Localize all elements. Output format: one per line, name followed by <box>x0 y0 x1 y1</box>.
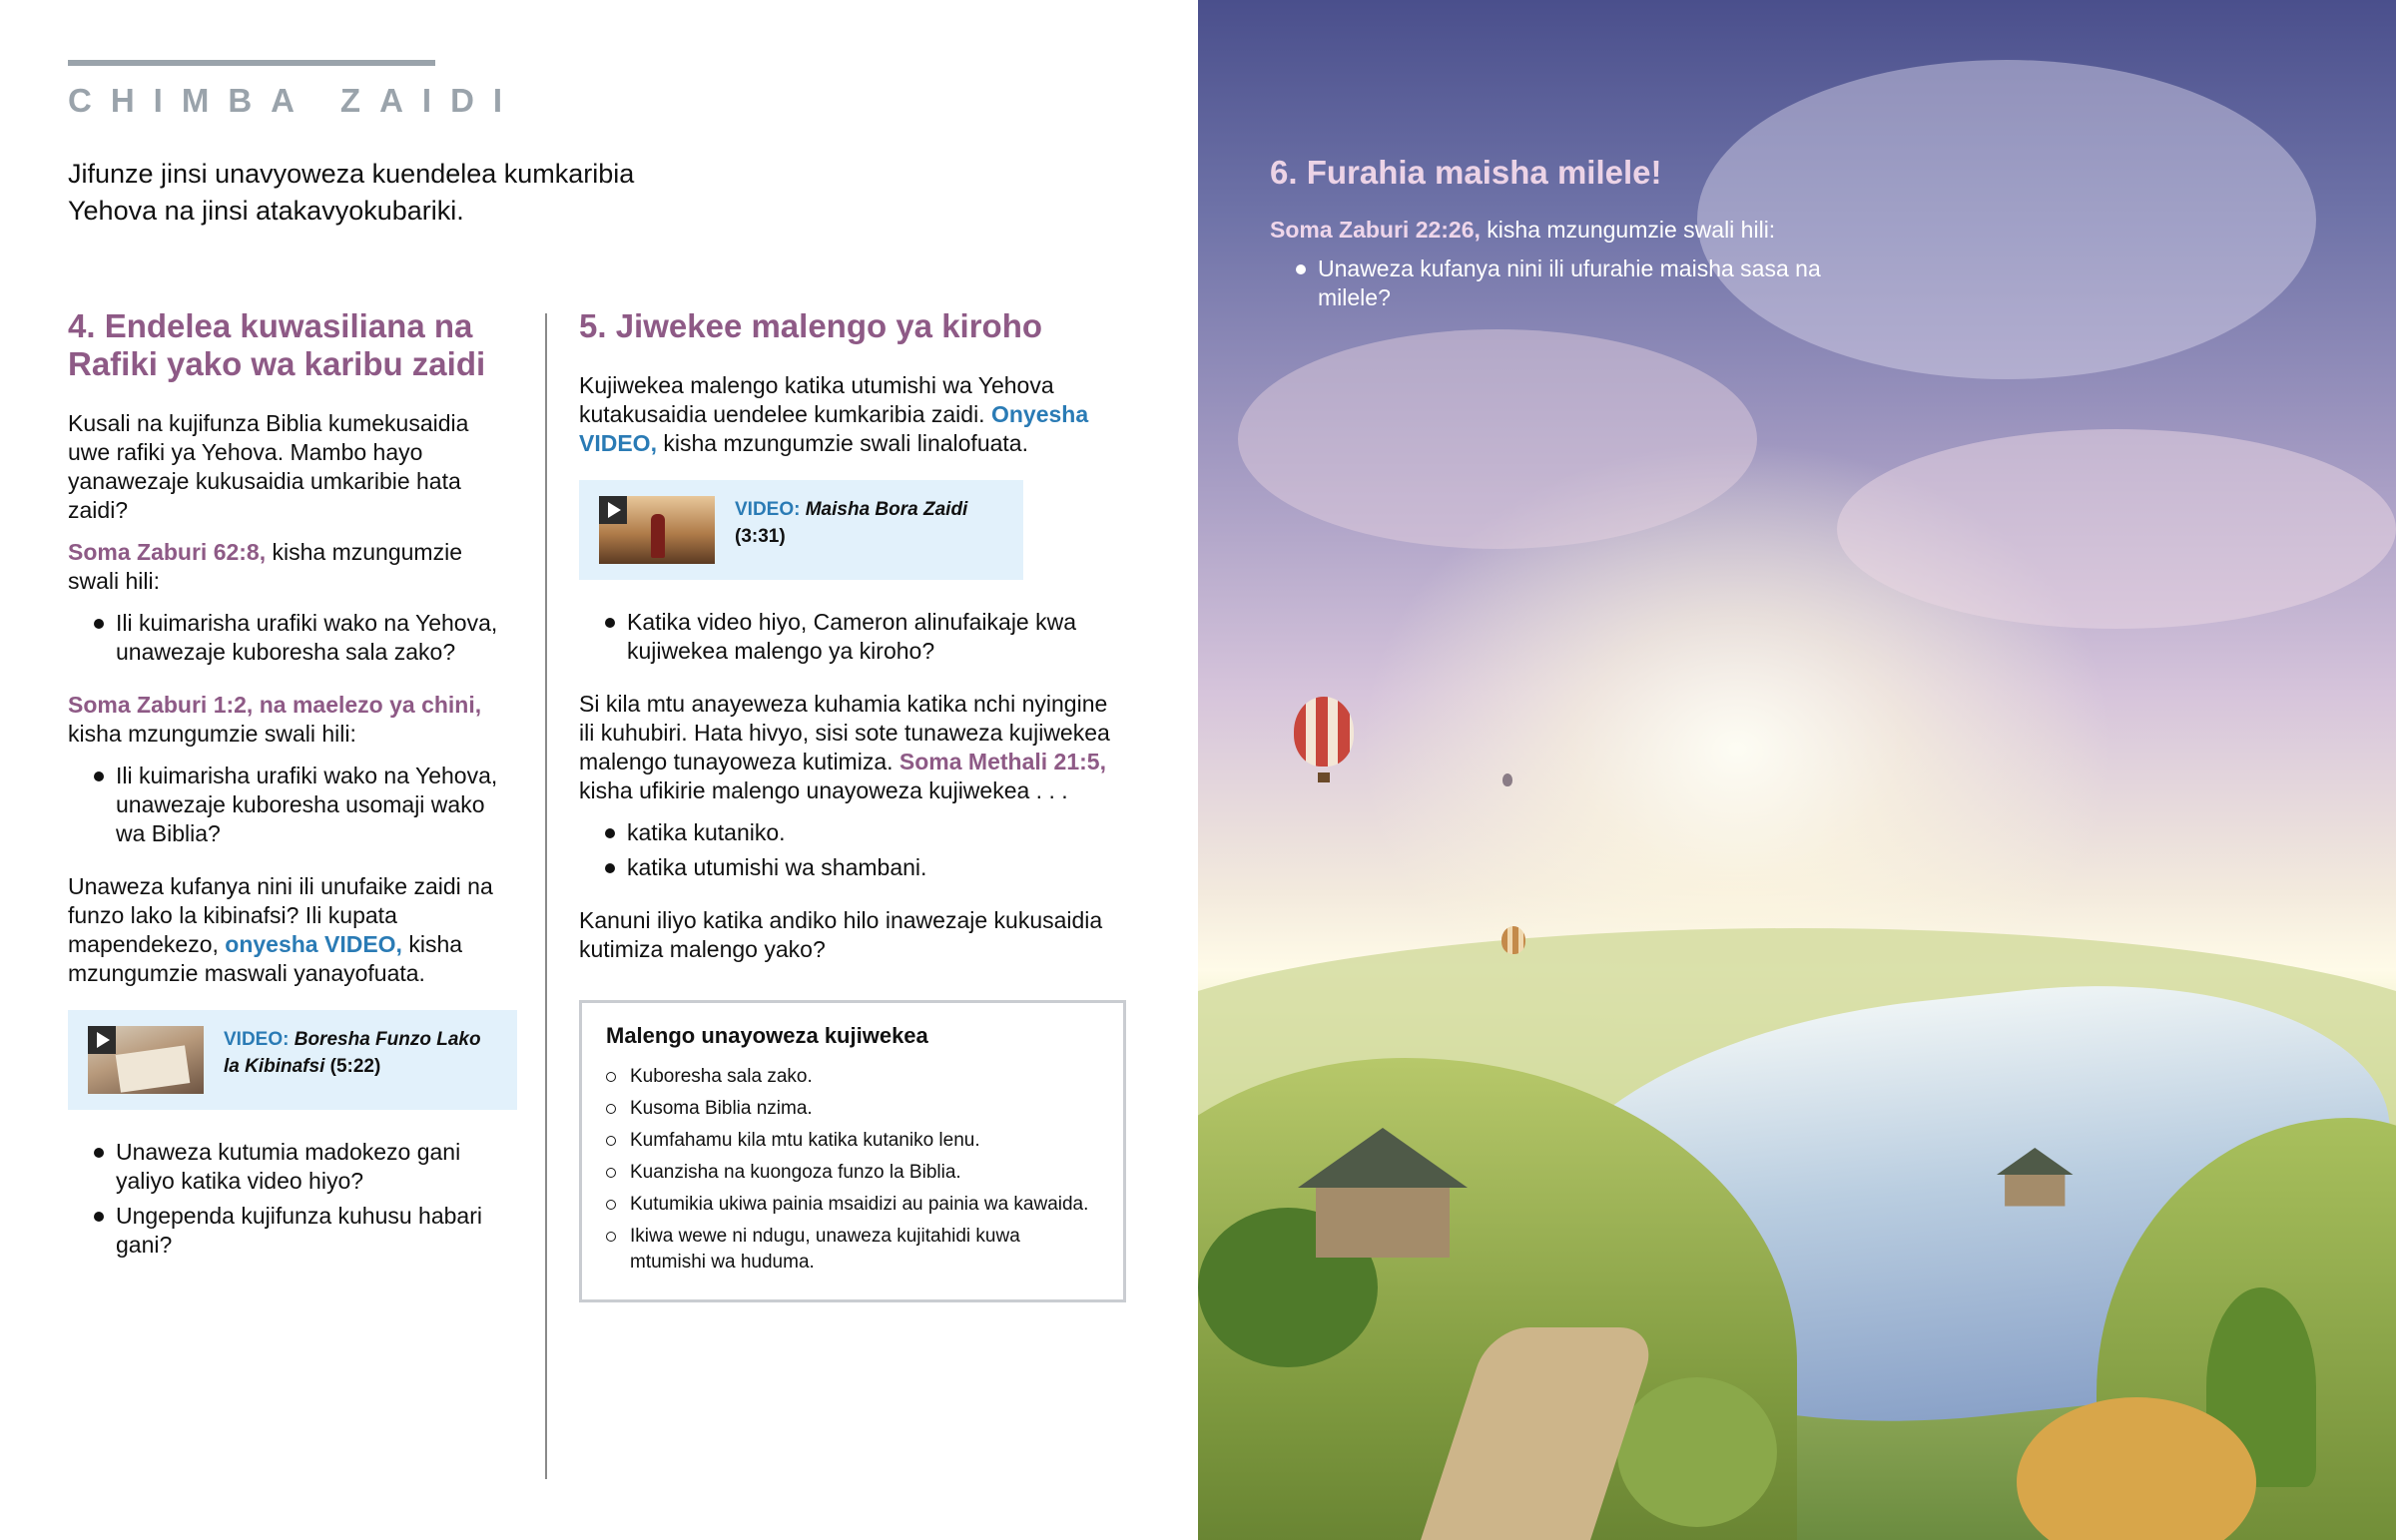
intro-line-2: Yehova na jinsi atakavyokubariki. <box>68 196 464 226</box>
video-caption <box>224 1026 497 1080</box>
video-label: VIDEO: <box>224 1029 290 1050</box>
lesson-5-column <box>579 307 1123 1302</box>
lesson-6-questions <box>1270 255 1829 312</box>
lesson-5-paragraph-1 <box>579 371 1123 458</box>
question-item: Ungependa kujifunza kuhusu habari gani? <box>68 1202 517 1260</box>
cloud <box>1238 329 1757 549</box>
video-label: VIDEO: <box>735 499 801 520</box>
top-rule <box>68 60 435 66</box>
lesson-4-reading-2 <box>68 691 517 749</box>
show-video-link[interactable]: onyesha VIDEO, <box>225 931 402 957</box>
scripture-ref-methali-21-5[interactable]: Soma Methali 21:5, <box>898 749 1106 774</box>
paragraph-2-end: kisha ufikirie malengo unayoweza kujiwekea . . . <box>579 777 1068 803</box>
video-duration: (3:31) <box>735 526 786 547</box>
bullet-item: katika kutaniko. <box>579 818 1123 847</box>
lesson-4-questions-1 <box>68 609 517 667</box>
video-thumbnail[interactable] <box>599 496 715 564</box>
video-duration: (5:22) <box>329 1056 381 1077</box>
lesson-5-bullets <box>579 818 1123 882</box>
video-card-maisha-bora[interactable] <box>579 480 1023 580</box>
goal-item: Kuboresha sala zako. <box>606 1064 1099 1090</box>
person-figure-image <box>651 514 665 558</box>
goal-item: Kutumikia ukiwa painia msaidizi au painia wa kawaida. <box>606 1192 1099 1218</box>
question-item: Ili kuimarisha urafiki wako na Yehova, unawezaje kuboresha usomaji wako wa Biblia? <box>68 762 517 848</box>
house-roof <box>1997 1148 2074 1175</box>
video-thumbnail[interactable] <box>88 1026 204 1094</box>
lesson-4-reading-1 <box>68 538 517 596</box>
paragraph-1-end: kisha mzungumzie swali linalofuata. <box>656 430 1028 456</box>
house-roof <box>1298 1128 1468 1188</box>
hot-air-balloon <box>1294 697 1354 767</box>
tree <box>1617 1377 1777 1527</box>
intro-text <box>68 156 767 230</box>
paragraph-2-end: kisha mzungumzie maswali yanayofuata. <box>68 931 463 986</box>
cloud <box>1837 429 2396 629</box>
reading-1-tail: kisha mzungumzie swali hili: <box>68 539 462 594</box>
lesson-4-questions-3 <box>68 1138 517 1260</box>
lesson-6-heading: 6. Furahia maisha milele! <box>1270 154 1662 191</box>
lesson-6-block <box>1270 154 1829 312</box>
lesson-6-reading <box>1270 216 1829 245</box>
lesson-5-paragraph-3: Kanuni iliyo katika andiko hilo inawezaje kukusaidia kutimiza malengo yako? <box>579 907 1103 962</box>
house-body <box>1316 1188 1450 1258</box>
house <box>1298 1128 1468 1258</box>
paragraph-1-start: Kujiwekea malengo katika utumishi wa Yehova kutakusaidia uendelee kumkaribia zaidi. <box>579 372 1054 427</box>
scripture-ref-zaburi-1-2[interactable]: Soma Zaburi 1:2, na maelezo ya chini, <box>68 692 482 718</box>
goals-list <box>606 1064 1099 1276</box>
lesson-5-questions-1 <box>579 608 1123 666</box>
lesson-4-heading: 4. Endelea kuwasiliana na Rafiki yako wa karibu zaidi <box>68 307 486 382</box>
goal-item: Kumfahamu kila mtu katika kutaniko lenu. <box>606 1128 1099 1154</box>
lesson-5-heading: 5. Jiwekee malengo ya kiroho <box>579 307 1043 344</box>
bible-page-image <box>116 1045 191 1092</box>
question-item: Ili kuimarisha urafiki wako na Yehova, unawezaje kuboresha sala zako? <box>68 609 517 667</box>
show-video-link[interactable]: Onyesha VIDEO, <box>579 401 1089 456</box>
lesson-4-paragraph-2 <box>68 872 517 988</box>
question-item: Unaweza kufanya nini ili ufurahie maisha sasa na milele? <box>1270 255 1829 312</box>
section-kicker: CHIMBA ZAIDI <box>68 82 522 119</box>
lesson-4-column <box>68 307 517 1283</box>
intro-line-1: Jifunze jinsi unavyoweza kuendelea kumkaribia <box>68 159 635 189</box>
paragraph-2-start: Unaweza kufanya nini ili unufaike zaidi na funzo lako la kibinafsi? Ili kupata mapendekezo, <box>68 873 493 957</box>
column-divider <box>545 313 547 1479</box>
play-icon[interactable] <box>599 496 627 524</box>
reading-tail: kisha mzungumzie swali hili: <box>1480 217 1776 243</box>
play-icon[interactable] <box>88 1026 116 1054</box>
question-item: Katika video hiyo, Cameron alinufaikaje kwa kujiwekea malengo ya kiroho? <box>579 608 1123 666</box>
lesson-5-paragraph-2 <box>579 690 1123 805</box>
paragraph-2-start: Si kila mtu anayeweza kuhamia katika nchi nyingine ili kuhubiri. Hata hivyo, sisi sote tunaweza kujiwekea malengo tunayoweza kutimiza. <box>579 691 1110 774</box>
hot-air-balloon <box>1501 926 1525 954</box>
scripture-ref-zaburi-22-26[interactable]: Soma Zaburi 22:26, <box>1270 217 1481 243</box>
goal-item: Ikiwa wewe ni ndugu, unaweza kujitahidi kuwa mtumishi wa huduma. <box>606 1224 1099 1276</box>
scripture-ref-zaburi-62-8[interactable]: Soma Zaburi 62:8, <box>68 539 267 565</box>
goal-item: Kusoma Biblia nzima. <box>606 1096 1099 1122</box>
lesson-4-questions-2 <box>68 762 517 848</box>
bullet-item: katika utumishi wa shambani. <box>579 853 1123 882</box>
hot-air-balloon <box>1502 773 1512 786</box>
goals-box <box>579 1000 1126 1302</box>
question-item: Unaweza kutumia madokezo gani yaliyo katika video hiyo? <box>68 1138 517 1196</box>
video-title[interactable]: Boresha Funzo Lako la Kibinafsi <box>224 1029 481 1077</box>
distant-house <box>1997 1148 2074 1207</box>
reading-2-tail: kisha mzungumzie swali hili: <box>68 721 356 747</box>
video-card-boresha-funzo[interactable] <box>68 1010 517 1110</box>
house-body <box>2005 1175 2065 1207</box>
goals-title: Malengo unayoweza kujiwekea <box>606 1023 928 1048</box>
video-title[interactable]: Maisha Bora Zaidi <box>805 499 968 520</box>
lesson-4-paragraph-1: Kusali na kujifunza Biblia kumekusaidia uwe rafiki ya Yehova. Mambo hayo yanawezaje kukusaidia umkaribie hata zaidi? <box>68 410 469 523</box>
paradise-illustration <box>1198 0 2396 1540</box>
video-caption <box>735 496 967 550</box>
goal-item: Kuanzisha na kuongoza funzo la Biblia. <box>606 1160 1099 1186</box>
